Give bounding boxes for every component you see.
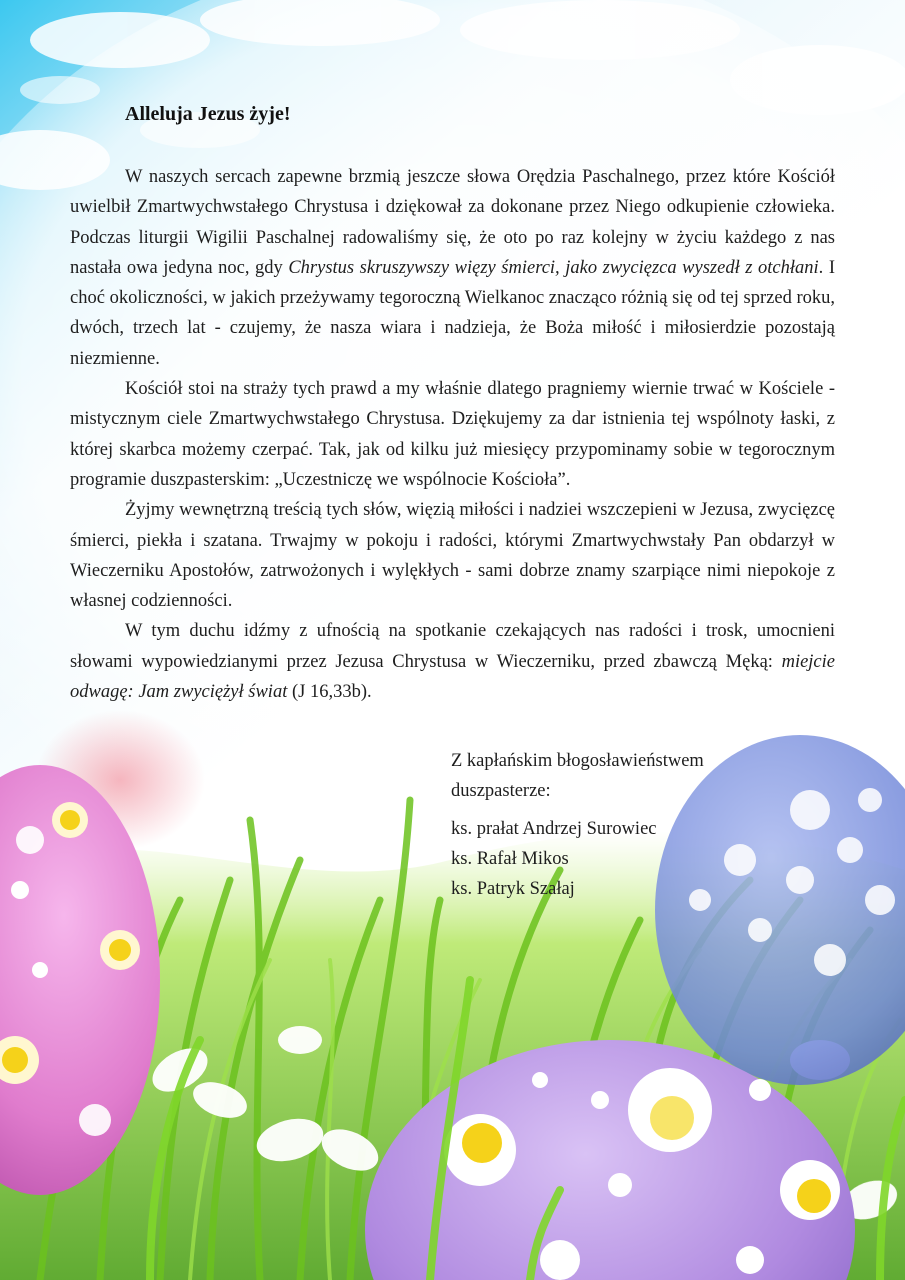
paragraph-3: Żyjmy wewnętrzną treścią tych słów, więzią miłości i nadziei wszczepieni w Jezusa, zwycięzcę śmierci, piekła i szatana. Trwajmy w pokoju i radości, którymi Zmartwychwstały Pan obdarzył w Wieczerniku Apostołów, zatrwożonych i wylękłych - sami dobrze znamy szarpiące nimi niepokoje z własnej codzienności. — [70, 500, 835, 612]
signature-name: ks. prałat Andrzej Surowiec — [451, 819, 657, 839]
paragraph-2: Kościół stoi na straży tych prawd a my właśnie dlatego pragniemy wiernie trwać w Kościele - mistycznym ciele Zmartwychwstałego Chrystusa. Dziękujemy za dar istnienia tej wspólnoty łaski, z której skarbca możemy czerpać. Tak, jak od kilku już miesięcy przypominamy sobie w tegorocznym programie duszpasterskim: „Uczestniczę we wspólnocie Kościoła”. — [70, 379, 835, 490]
paragraph-1-text-b: . I choć okoliczności, w jakich przeżywamy tegoroczną Wielkanoc znacząco różnią się od tej sprzed roku, dwóch, trzech lat - czujemy, że nasza wiara i nadzieja, że Boża miłość i miłosierdzie pozostają niezmienne. — [70, 257, 835, 369]
paragraph-4-text-b: (J 16,33b). — [287, 682, 372, 703]
paragraph-1 — [70, 162, 835, 374]
paragraph-4-text-a: W tym duchu idźmy z ufnością na spotkanie czekających nas radości i trosk, umocnieni słowami wypowiedzianymi przez Jezusa Chrystusa w Wieczerniku, przed zbawczą Męką: — [70, 621, 835, 672]
paragraph-4-quote: miejcie odwagę: Jam zwyciężył świat — [70, 651, 835, 703]
signature-greeting: Z kapłańskim błogosławieństwem — [451, 751, 704, 771]
signature-name: ks. Patryk Szałaj — [451, 879, 575, 899]
paragraph-4 — [70, 616, 835, 707]
letter-body — [70, 98, 835, 707]
paragraph-1-quote: Chrystus skruszywszy więzy śmierci, jako zwycięzca wyszedł z otchłani — [288, 257, 819, 278]
signature-spacer — [451, 806, 871, 814]
signature-block — [451, 746, 871, 904]
paragraph-1-text-a: W naszych sercach zapewne brzmią jeszcze słowa Orędzia Paschalnego, przez które Kościół uwielbił Zmartwychwstałego Chrystusa i dziękował za dokonane przez Niego odkupienie człowieka. Podczas liturgii Wigilii Paschalnej radowaliśmy się, że oto po raz kolejny w życiu każdego z nas nastała owa jedyna noc, gdy — [70, 167, 835, 278]
signature-role: duszpasterze: — [451, 781, 551, 801]
signature-name: ks. Rafał Mikos — [451, 849, 569, 869]
page-title: Alleluja Jezus żyje! — [125, 103, 291, 125]
